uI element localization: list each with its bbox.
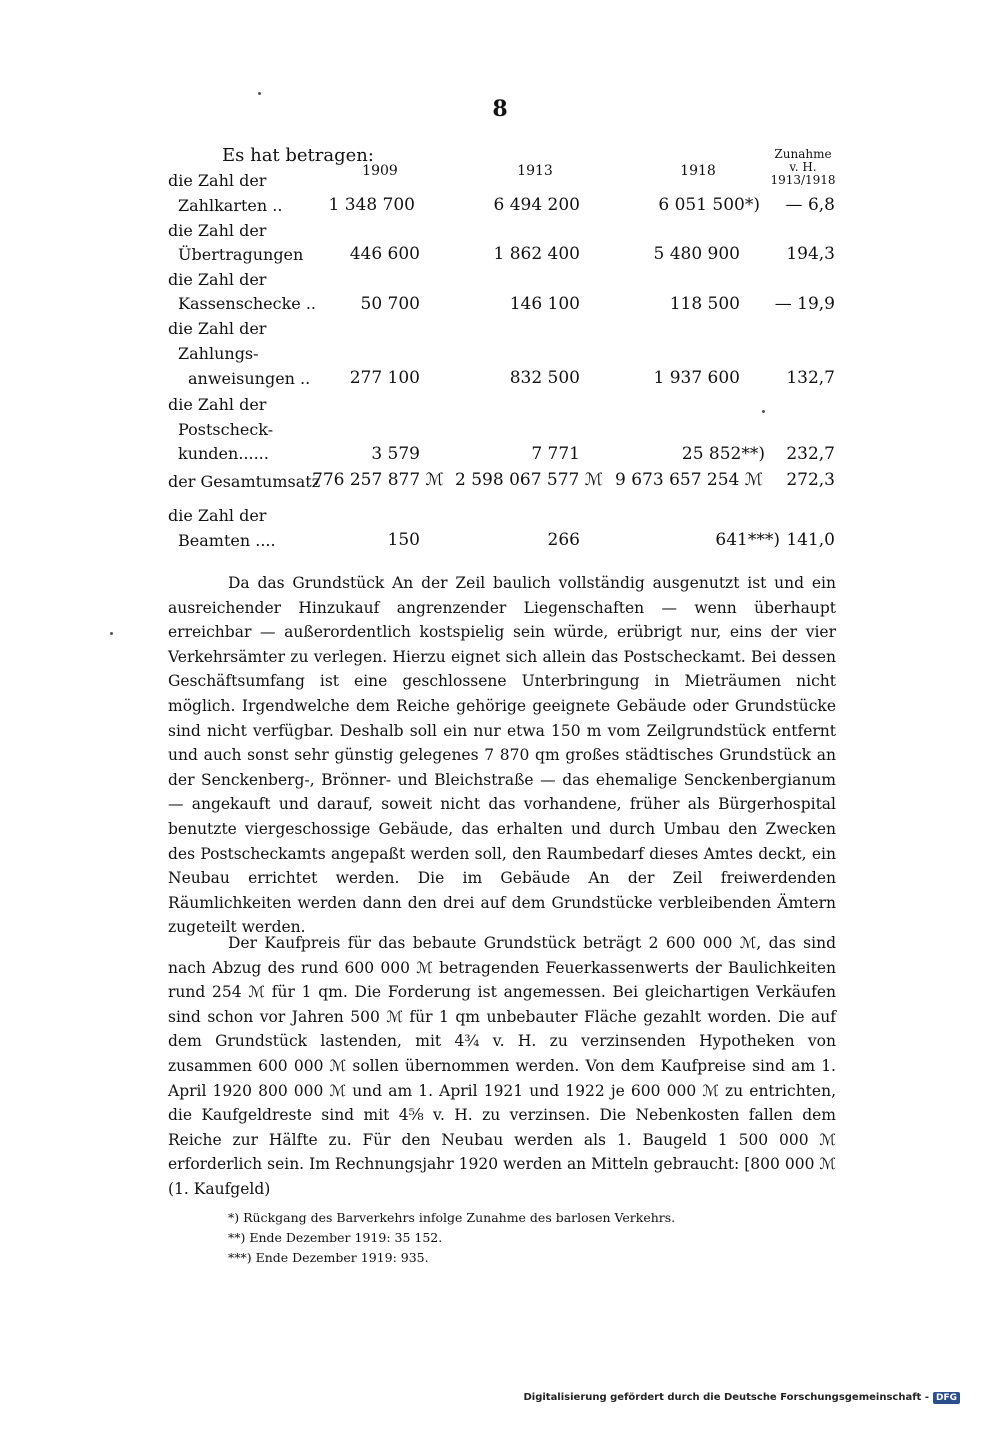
row-label: die Zahl der bbox=[168, 270, 267, 289]
row-label: Übertragungen bbox=[178, 245, 304, 264]
scan-speck bbox=[258, 92, 261, 95]
table-cell: 6 051 500*) bbox=[658, 195, 760, 215]
zunahme-period: 1913/1918 bbox=[770, 173, 836, 187]
table-cell: 1 937 600 bbox=[653, 368, 740, 388]
table-cell: 150 bbox=[387, 530, 420, 550]
table-cell: 266 bbox=[547, 530, 580, 550]
row-label: die Zahl der bbox=[168, 319, 267, 338]
table-cell: 277 100 bbox=[349, 368, 420, 388]
footer-credit bbox=[523, 1392, 960, 1404]
zunahme-label: Zunahme bbox=[774, 147, 832, 161]
row-label: Zahlungs- bbox=[178, 344, 259, 363]
column-header-zunahme bbox=[758, 148, 848, 187]
row-label: Beamten .... bbox=[178, 531, 276, 550]
table-cell: 1 862 400 bbox=[493, 244, 580, 264]
table-cell: 3 579 bbox=[371, 444, 420, 464]
footnotes bbox=[228, 1208, 675, 1268]
table-cell: 118 500 bbox=[669, 294, 740, 314]
column-header-1909: 1909 bbox=[362, 163, 398, 179]
table-cell: 272,3 bbox=[786, 470, 835, 490]
row-label: die Zahl der bbox=[168, 171, 267, 190]
row-label: Postscheck- bbox=[178, 420, 274, 439]
scan-speck bbox=[110, 632, 113, 635]
row-label: die Zahl der bbox=[168, 395, 267, 414]
table-cell: 2 598 067 577 ℳ bbox=[455, 470, 603, 490]
table-cell: 832 500 bbox=[509, 368, 580, 388]
table-cell: 50 700 bbox=[360, 294, 420, 314]
table-cell: 232,7 bbox=[786, 444, 835, 464]
table-cell: 776 257 877 ℳ bbox=[312, 470, 444, 490]
table-cell: 25 852**) bbox=[681, 444, 765, 464]
table-intro: Es hat betragen: bbox=[222, 145, 374, 166]
table-cell: — 19,9 bbox=[774, 294, 835, 314]
body-paragraph: Da das Grundstück An der Zeil baulich vollständig ausgenutzt ist und ein ausreichender Hinzukauf angrenzender Liegenschaften — wenn überhaupt erreichbar — außerordentlich kostspielig sein würde, erübrigt nur, eins der vier Verkehrsämter zu verlegen. Hierzu eignet sich allein das Postscheckamt. Bei dessen Geschäftsumfang ist eine geschlossene Unterbringung in Mieträumen nicht möglich. Irgendwelche dem Reiche gehörige geeignete Gebäude oder Grundstücke sind nicht verfügbar. Deshalb soll ein nur etwa 150 m vom Zeilgrundstück entfernt und auch sonst sehr günstig gelegenes 7 870 qm großes städtisches Grundstück an der Senckenberg-, Brönner- und Bleichstraße — das ehemalige Senckenbergianum — angekauft und darauf, soweit nicht das vorhandene, früher als Bürgerhospital benutzte viergeschossige Gebäude, das erhalten und durch Umbau den Zwecken des Postscheckamts angepaßt werden soll, den Raumbedarf dieses Amtes deckt, ein Neubau errichtet werden. Die im Gebäude An der Zeil freiwerdenden Räumlichkeiten werden dann den drei auf dem Grundstücke verbleibenden Ämtern zugeteilt werden. bbox=[168, 574, 836, 937]
footnote: **) Ende Dezember 1919: 35 152. bbox=[228, 1230, 443, 1245]
table-cell: — 6,8 bbox=[785, 195, 835, 215]
page-number: 8 bbox=[492, 96, 508, 122]
scan-speck bbox=[762, 410, 765, 413]
footnote: ***) Ende Dezember 1919: 935. bbox=[228, 1250, 429, 1265]
dfg-logo: DFG bbox=[933, 1392, 960, 1404]
row-label: die Zahl der bbox=[168, 221, 267, 240]
table-cell: 132,7 bbox=[786, 368, 835, 388]
table-cell: 9 673 657 254 ℳ bbox=[615, 470, 763, 490]
column-header-1918: 1918 bbox=[680, 163, 716, 179]
row-label: Zahlkarten .. bbox=[178, 196, 283, 215]
row-label: Kassenschecke .. bbox=[178, 294, 317, 313]
table-cell: 141,0 bbox=[786, 530, 835, 550]
table-cell: 7 771 bbox=[531, 444, 580, 464]
footer-credit-text: Digitalisierung gefördert durch die Deutsche Forschungsgemeinschaft - bbox=[523, 1392, 929, 1403]
table-cell: 194,3 bbox=[786, 244, 835, 264]
table-cell: 1 348 700 bbox=[328, 195, 415, 215]
row-label: die Zahl der bbox=[168, 506, 267, 525]
row-label: der Gesamtumsatz bbox=[168, 472, 321, 491]
footnote: *) Rückgang des Barverkehrs infolge Zunahme des barlosen Verkehrs. bbox=[228, 1210, 676, 1225]
table-cell: 446 600 bbox=[349, 244, 420, 264]
column-header-1913: 1913 bbox=[517, 163, 553, 179]
table-cell: 6 494 200 bbox=[493, 195, 580, 215]
row-label: kunden...... bbox=[178, 444, 269, 463]
body-paragraph: Der Kaufpreis für das bebaute Grundstück beträgt 2 600 000 ℳ, das sind nach Abzug des rund 600 000 ℳ betragenden Feuerkassenwerts der Baulichkeiten rund 254 ℳ für 1 qm. Die Forderung ist angemessen. Bei gleichartigen Verkäufen sind schon vor Jahren 500 ℳ für 1 qm unbebauter Fläche gezahlt worden. Die auf dem Grundstück lastenden, mit 4¾ v. H. zu verzinsenden Hypotheken von zusammen 600 000 ℳ sollen übernommen werden. Von dem Kaufpreise sind am 1. April 1920 800 000 ℳ und am 1. April 1921 und 1922 je 600 000 ℳ zu entrichten, die Kaufgeldreste sind mit 4⅝ v. H. zu verzinsen. Die Nebenkosten fallen dem Reiche zur Hälfte zu. Für den Neubau werden als 1. Baugeld 1 500 000 ℳ erforderlich sein. Im Rechnungsjahr 1920 werden an Mitteln gebraucht: [800 000 ℳ (1. Kaufgeld) bbox=[168, 934, 836, 1198]
zunahme-unit: v. H. bbox=[789, 160, 817, 174]
table-cell: 641***) bbox=[715, 530, 780, 550]
table-cell: 5 480 900 bbox=[653, 244, 740, 264]
table-cell: 146 100 bbox=[509, 294, 580, 314]
row-label: anweisungen .. bbox=[188, 369, 311, 388]
